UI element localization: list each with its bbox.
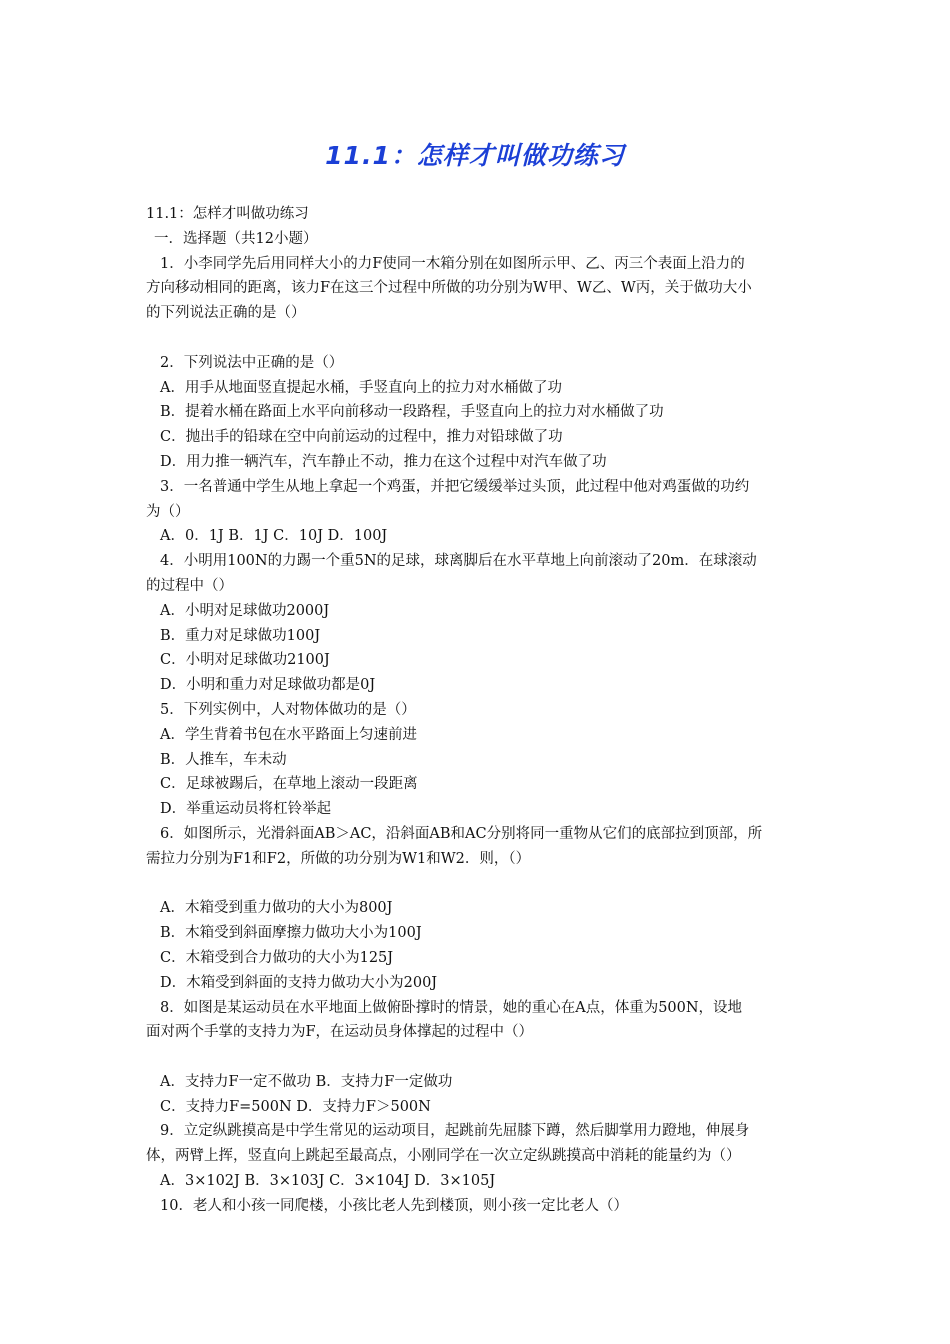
blank-line <box>146 326 810 351</box>
text-line: 的下列说法正确的是（） <box>146 305 306 322</box>
text-line: A．小明对足球做功2000J <box>160 602 330 619</box>
text-line: B．提着水桶在路面上水平向前移动一段路程，手竖直向上的拉力对水桶做了功 <box>160 404 664 421</box>
text-line: 体，两臂上挥，竖直向上跳起至最高点，小刚同学在一次立定纵跳摸高中消耗的能量约为（） <box>146 1148 741 1165</box>
text-line: D．木箱受到斜面的支持力做功大小为200J <box>160 974 438 991</box>
text-line: B．木箱受到斜面摩擦力做功大小为100J <box>160 925 422 942</box>
text-line: A．0．1J B．1J C．10J D．100J <box>160 528 388 545</box>
text-line: 方向移动相同的距离，该力F在这三个过程中所做的功分别为W甲、W乙、W丙，关于做功大小 <box>146 280 752 297</box>
text-line: 1．小李同学先后用同样大小的力F使同一木箱分别在如图所示甲、乙、丙三个表面上沿力的 <box>160 255 745 272</box>
text-line: 6．如图所示，光滑斜面AB＞AC，沿斜面AB和AC分别将同一重物从它们的底部拉到顶部，所 <box>160 825 763 842</box>
subtitle: 11.1：怎样才叫做功练习 <box>146 206 309 222</box>
document-body <box>146 202 810 1219</box>
text-line: 8．如图是某运动员在水平地面上做俯卧撑时的情景，她的重心在A点，体重为500N，设地 <box>160 999 743 1016</box>
text-line: C．木箱受到合力做功的大小为125J <box>160 949 394 966</box>
section-heading: 一．选择题（共12小题） <box>154 230 318 247</box>
text-line: 为（） <box>146 503 190 520</box>
text-line: 2．下列说法中正确的是（） <box>160 354 344 371</box>
text-line: C．足球被踢后，在草地上滚动一段距离 <box>160 776 418 793</box>
blank-line <box>146 1045 810 1070</box>
text-line: 4．小明用100N的力踢一个重5N的足球，球离脚后在水平草地上向前滚动了20m．在球滚动 <box>160 553 757 570</box>
text-line: 10．老人和小孩一同爬楼，小孩比老人先到楼顶，则小孩一定比老人（） <box>160 1197 628 1214</box>
text-line: D．小明和重力对足球做功都是0J <box>160 677 376 694</box>
text-line: 需拉力分别为F1和F2，所做的功分别为W1和W2．则，（） <box>146 850 531 867</box>
blank-line <box>146 872 810 897</box>
text-line: C．小明对足球做功2100J <box>160 652 330 669</box>
text-line: A．用手从地面竖直提起水桶，手竖直向上的拉力对水桶做了功 <box>160 379 562 396</box>
document-title: 11.1：怎样才叫做功练习 <box>325 141 625 170</box>
text-line: B．人推车，车未动 <box>160 751 287 768</box>
text-line: A．学生背着书包在水平路面上匀速前进 <box>160 726 417 743</box>
text-line: 面对两个手掌的支持力为F，在运动员身体撑起的过程中（） <box>146 1024 534 1041</box>
text-line: 3．一名普通中学生从地上拿起一个鸡蛋，并把它缓缓举过头顶，此过程中他对鸡蛋做的功约 <box>160 478 750 495</box>
text-line: 5．下列实例中，人对物体做功的是（） <box>160 701 416 718</box>
text-line: A．木箱受到重力做功的大小为800J <box>160 900 393 917</box>
text-line: 9．立定纵跳摸高是中学生常见的运动项目，起跳前先屈膝下蹲，然后脚掌用力蹬地，伸展身 <box>160 1123 750 1140</box>
text-line: A．支持力F一定不做功 B．支持力F一定做功 <box>160 1073 453 1090</box>
text-line: D．举重运动员将杠铃举起 <box>160 801 332 818</box>
text-line: B．重力对足球做功100J <box>160 627 321 644</box>
text-line: C．支持力F=500N D．支持力F＞500N <box>160 1098 431 1115</box>
text-line: D．用力推一辆汽车，汽车静止不动，推力在这个过程中对汽车做了功 <box>160 453 607 470</box>
text-line: 的过程中（） <box>146 577 233 594</box>
text-line: A．3×102J B．3×103J C．3×104J D．3×105J <box>160 1173 496 1190</box>
text-line: C．抛出手的铅球在空中向前运动的过程中，推力对铅球做了功 <box>160 429 563 446</box>
